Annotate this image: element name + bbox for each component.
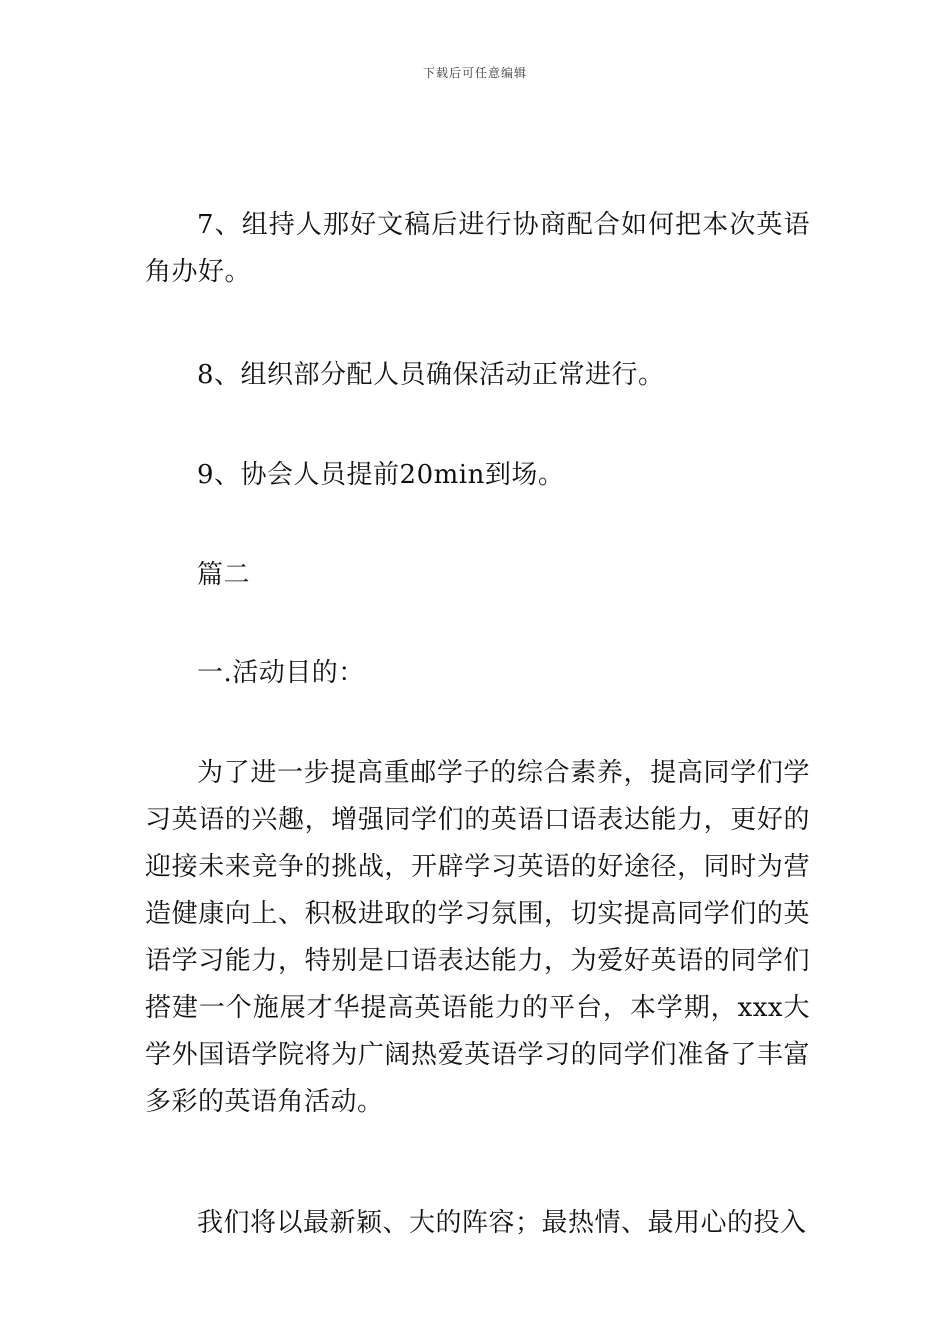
- header-note: 下载后可任意编辑: [422, 66, 527, 80]
- paragraph-item-7: 7、组持人那好文稿后进行协商配合如何把本次英语角办好。: [145, 210, 810, 287]
- paragraph-item-9: 9、协会人员提前20min到场。: [197, 460, 565, 490]
- section-heading: 篇二: [197, 560, 251, 590]
- purpose-paragraph: 为了进一步提高重邮学子的综合素养，提高同学们学习英语的兴趣，增强同学们的英语口语表达能力，更好的迎接未来竞争的挑战，开辟学习英语的好途径，同时为营造健康向上、积极进取的学习氛围，切实提高同学们的英语学习能力，特别是口语表达能力，为爱好英语的同学们搭建一个施展才华提高英语能力的平台，本学期，xxx大学外国语学院将为广阔热爱英语学习的同学们准备了丰富多彩的英语角活动。: [145, 758, 810, 1117]
- closing-paragraph: 我们将以最新颖、大的阵容；最热情、最用心的投入: [197, 1208, 807, 1238]
- subsection-heading: 一.活动目的：: [197, 658, 365, 688]
- paragraph-item-8: 8、组织部分配人员确保活动正常进行。: [197, 360, 665, 390]
